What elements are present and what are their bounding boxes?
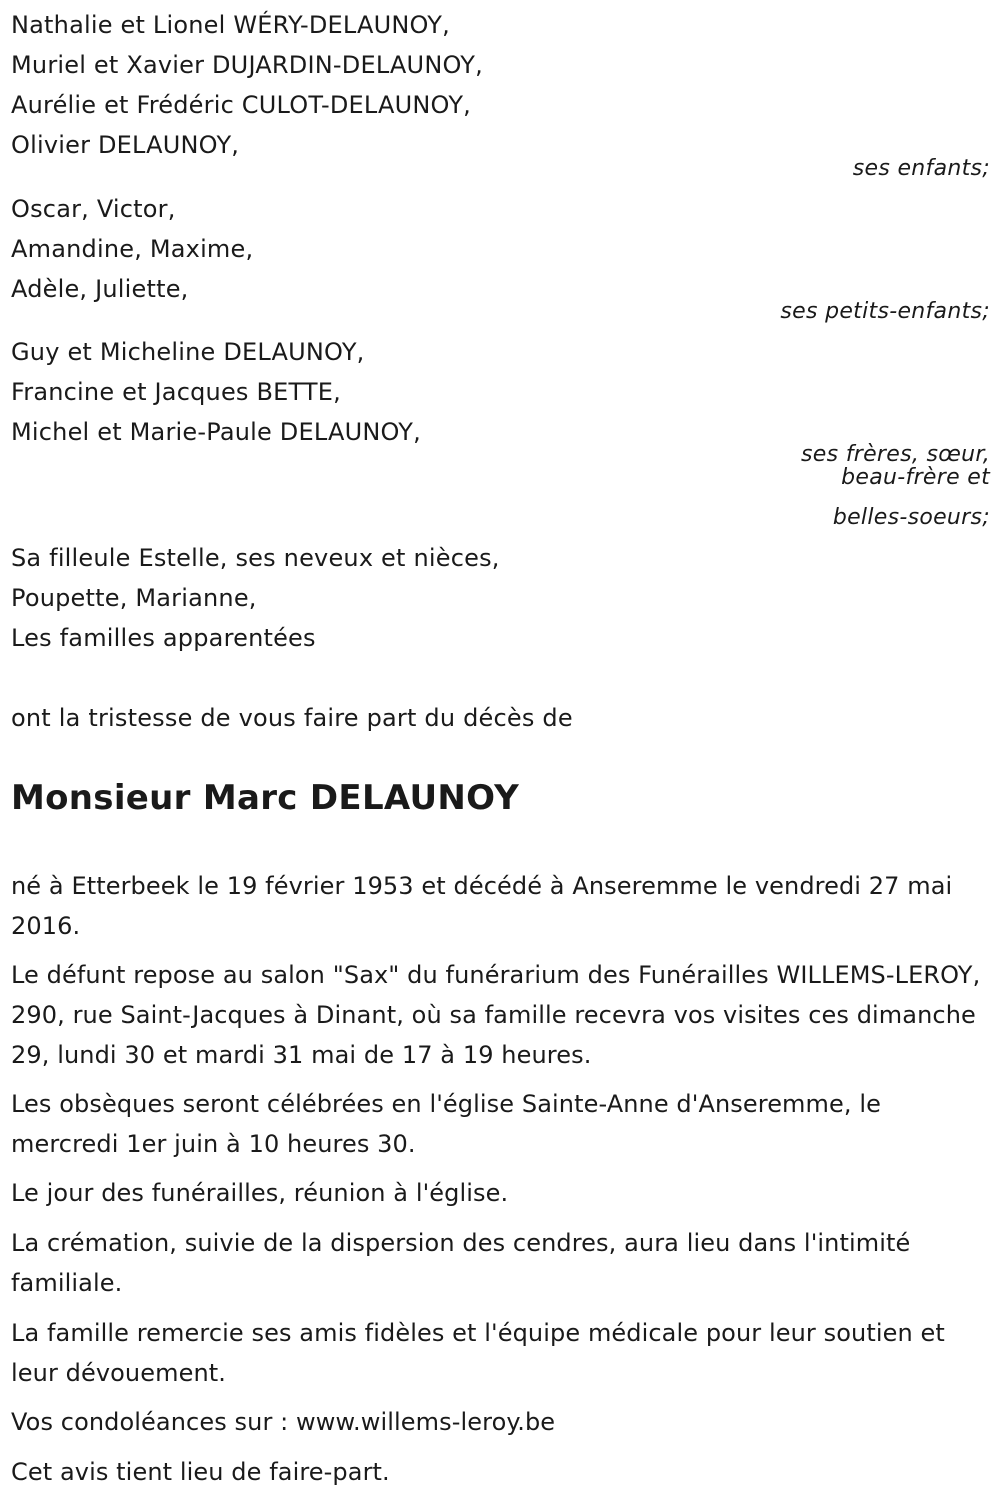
family-name-line: Guy et Micheline DELAUNOY, <box>11 338 365 366</box>
gathering-paragraph: Le jour des funérailles, réunion à l'église. <box>11 1179 509 1207</box>
siblings-list <box>11 332 421 452</box>
relation-siblings-line: belles-soeurs; <box>832 505 990 530</box>
family-name-line: Amandine, Maxime, <box>11 235 254 263</box>
family-name-line: Nathalie et Lionel WÉRY-DELAUNOY, <box>11 11 450 39</box>
relation-siblings-line: beau-frère et <box>841 465 990 490</box>
family-name-line: Adèle, Juliette, <box>11 275 189 303</box>
cremation-paragraph: La crémation, suivie de la dispersion des cendres, aura lieu dans l'intimité familiale. <box>11 1229 911 1297</box>
family-name-line: Les familles apparentées <box>11 624 316 652</box>
extended-family-list <box>11 538 500 658</box>
thanks-paragraph: La famille remercie ses amis fidèles et l'équipe médicale pour leur soutien et leur dévouement. <box>11 1319 945 1387</box>
announcement-line: ont la tristesse de vous faire part du décès de <box>11 704 573 732</box>
birth-death-paragraph: né à Etterbeek le 19 février 1953 et décédé à Anseremme le vendredi 27 mai 2016. <box>11 872 953 940</box>
condolences-paragraph: Vos condoléances sur : www.willems-leroy.be <box>11 1408 556 1436</box>
funeral-home-paragraph: Le défunt repose au salon "Sax" du funérarium des Funérailles WILLEMS-LEROY, 290, rue Saint-Jacques à Dinant, où sa famille recevra vos visites ces dimanche 29, lundi 30 et mardi 31 mai de 17 à 19 heures. <box>11 961 981 1069</box>
family-name-line: Poupette, Marianne, <box>11 584 257 612</box>
family-name-line: Francine et Jacques BETTE, <box>11 378 341 406</box>
family-name-line: Aurélie et Frédéric CULOT-DELAUNOY, <box>11 91 472 119</box>
family-name-line: Olivier DELAUNOY, <box>11 131 240 159</box>
family-name-line: Muriel et Xavier DUJARDIN-DELAUNOY, <box>11 51 483 79</box>
deceased-name-heading: Monsieur Marc DELAUNOY <box>11 778 520 818</box>
children-list <box>11 5 483 165</box>
family-name-line: Sa filleule Estelle, ses neveux et nièces, <box>11 544 500 572</box>
family-name-line: Oscar, Victor, <box>11 195 176 223</box>
family-name-line: Michel et Marie-Paule DELAUNOY, <box>11 418 421 446</box>
relation-children: ses enfants; <box>852 156 990 181</box>
relation-grandchildren: ses petits-enfants; <box>780 299 990 324</box>
relation-siblings-line: ses frères, sœur, <box>801 442 990 467</box>
funeral-service-paragraph: Les obsèques seront célébrées en l'église Sainte-Anne d'Anseremme, le mercredi 1er juin à 10 heures 30. <box>11 1090 881 1158</box>
grandchildren-list <box>11 189 253 309</box>
notice-paragraph: Cet avis tient lieu de faire-part. <box>11 1458 390 1486</box>
